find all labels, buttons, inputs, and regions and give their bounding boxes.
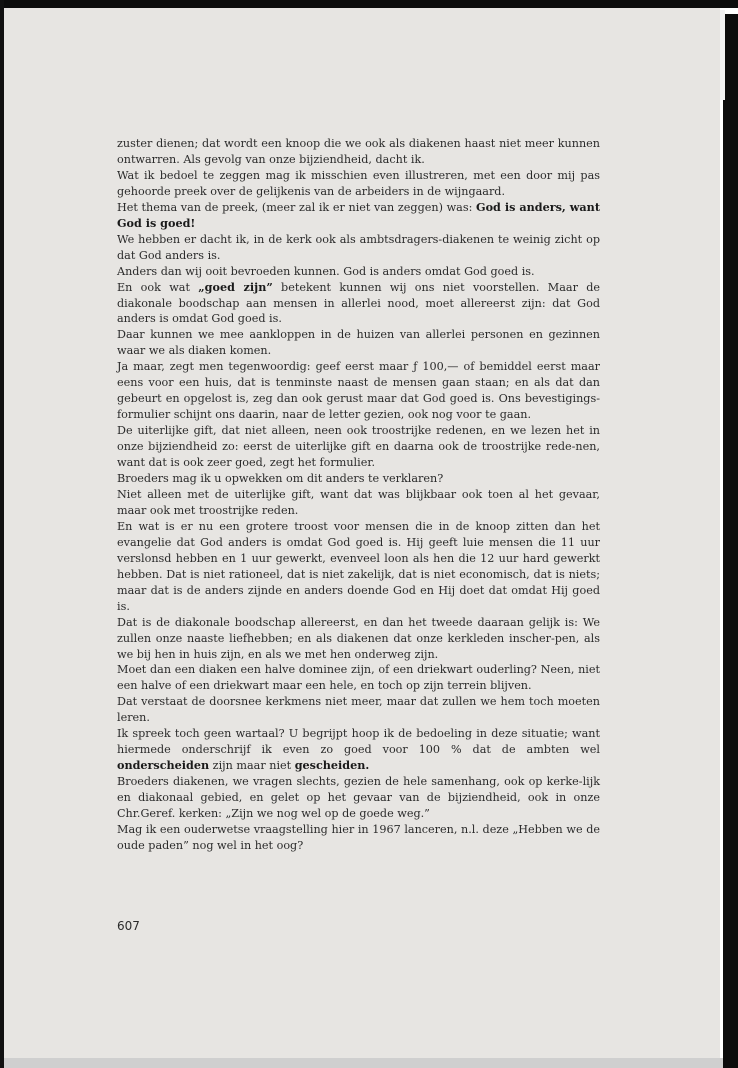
text-run: En ook wat [117,280,199,294]
paragraph [117,774,600,822]
text-run: Daar kunnen we mee aankloppen in de huizen van allerlei personen en gezinnen waar we als diaken komen. [117,328,600,358]
paragraph [117,822,600,854]
bold-text-run: onderscheiden [117,758,210,773]
text-run: zuster dienen; dat wordt een knoop die we ook als diakenen haast niet meer kunnen ontwarren. Als gevolg van onze bijziendheid, dacht ik. [117,137,600,166]
paragraph [117,200,600,232]
text-run: Ja maar, zegt men tegenwoordig: geef eerst maar ƒ 100,— of bemiddel eerst maar eens voor een huis, dat is tenminste naast de mensen gaan staan; en als dat dan gebeurt en opgelost is, zeg dan ook gerust maar dat God goed is. Ons bevestigings-formulier schijnt ons daarin, naar de letter gezien, ook nog voor te gaan. [117,360,600,422]
paragraph [117,615,600,663]
bold-text-run: God is anders, want God is goed! [117,199,600,230]
paragraph [117,694,600,726]
paragraph [117,232,600,264]
text-run: Dat verstaat de doorsnee kerkmens niet meer, maar dat zullen we hem toch moeten leren. [117,695,600,725]
text-run: Wat ik bedoel te zeggen mag ik misschien even illustreren, met een door mij pas gehoorde preek over de gelijkenis van de arbeiders in de wijngaard. [117,168,600,198]
paragraph [117,168,600,200]
text-run: Mag ik een ouderwetse vraagstelling hier in 1967 lanceren, n.l. deze „Hebben we de oude paden” nog wel in het oog? [117,822,600,852]
text-run: We hebben er dacht ik, in de kerk ook als ambtsdragers-diakenen te weinig zicht op dat God anders is. [117,232,600,262]
paragraph [117,519,600,615]
paragraph [117,327,600,359]
paragraph [117,471,600,487]
text-run: betekent kunnen wij ons niet voorstellen. Maar de diakonale boodschap aan mensen in allerlei nood, moet allereerst zijn: dat God anders is omdat God goed is. [117,280,600,326]
bold-text-run: gescheiden. [294,758,370,773]
text-run: Niet alleen met de uiterlijke gift, want dat was blijkbaar ook toen al het gevaar, maar ook met troostrijke reden. [117,487,600,517]
page-number: 607 [117,919,140,933]
text-run: Broeders diakenen, we vragen slechts, gezien de hele samenhang, ook op kerke-lijk en diakonaal gebied, en gelet op het gevaar van de bijziendheid, ook in onze Chr.Geref. kerken: „Zijn we nog wel op de goede weg.” [117,775,600,821]
body-text [117,136,600,854]
text-run: Anders dan wij ooit bevroeden kunnen. God is anders omdat God goed is. [117,264,535,278]
paragraph [117,726,600,774]
text-run: Ik spreek toch geen wartaal? U begrijpt hoop ik de bedoeling in deze situatie; want hiermede onderschrijf ik even zo goed voor 100 % dat de ambten wel [117,727,600,757]
text-run: De uiterlijke gift, dat niet alleen, neen ook troostrijke redenen, en we lezen het in onze bijziendheid zo: eerst de uiterlijke gift en daarna ook de troostrijke rede-nen, want dat is ook zeer goed, zegt het formulier. [117,424,600,470]
text-run: zijn maar niet [209,759,295,773]
text-run: En wat is er nu een grotere troost voor mensen die in de knoop zitten dan het evangelie dat God anders is omdat God goed is. Hij geeft luie mensen die 11 uur verslonsd hebben en 1 uur gewerkt, evenveel loon als hen die 12 uur hard gewerkt hebben. Dat is niet rationeel, dat is niet zakelijk, dat is niet economisch, dat is niets; maar dat is de anders zijnde en anders doende God en Hij doet dat omdat Hij goed is. [117,519,600,613]
scan-edge-bottom [4,1058,723,1068]
paragraph [117,359,600,423]
text-run: Broeders mag ik u opwekken om dit anders te verklaren? [117,472,444,486]
paragraph [117,136,600,168]
text-run: Het thema van de preek, (meer zal ik er niet van zeggen) was: [117,200,477,214]
bold-text-run: „goed zijn” [198,279,273,294]
paragraph [117,487,600,519]
paragraph [117,264,600,280]
scan-edge-right [723,14,738,1068]
paragraph [117,280,600,328]
document-page [4,8,720,1058]
text-run: Moet dan een diaken een halve dominee zijn, of een driekwart ouderling? Neen, niet een halve of een driekwart maar een hele, en toch op zijn terrein blijven. [117,663,600,693]
scan-edge-top [0,0,738,8]
paragraph [117,423,600,471]
paragraph [117,662,600,694]
text-run: Dat is de diakonale boodschap allereerst, en dan het tweede daaraan gelijk is: We zullen onze naaste liefhebben; en als diakenen dat onze kerkleden inscher-pen, als we bij hen in huis zijn, en als we met hen onderweg zijn. [117,615,600,661]
